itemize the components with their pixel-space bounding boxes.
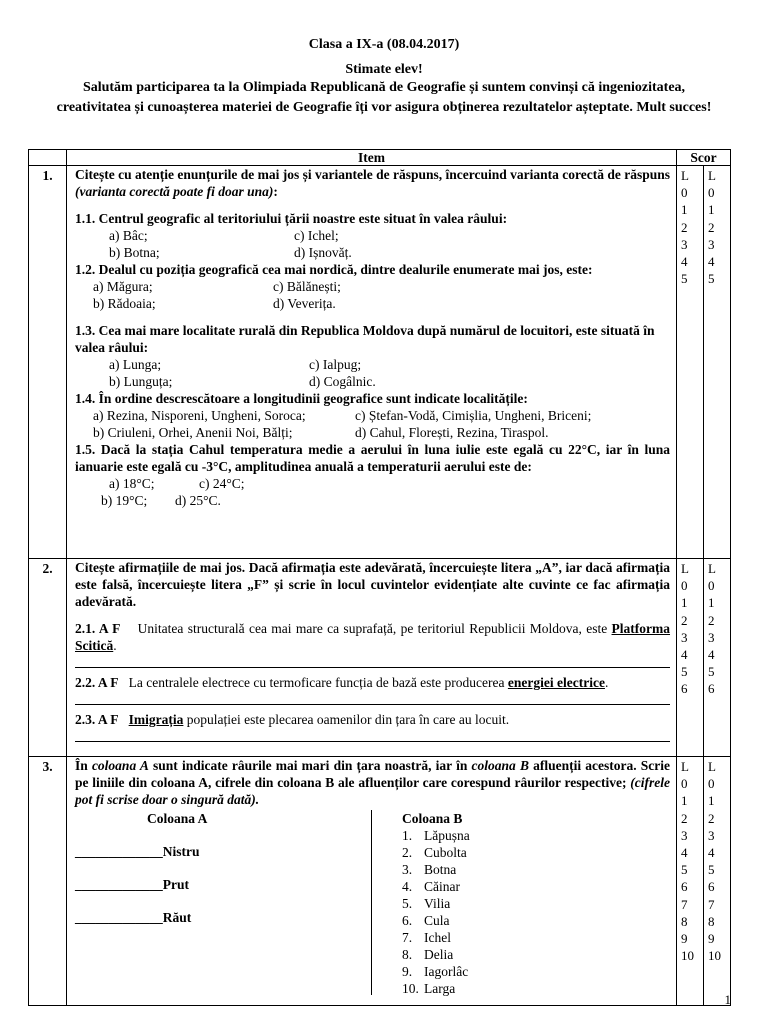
score-value[interactable]: 0 bbox=[681, 776, 688, 792]
score-value[interactable]: 0 bbox=[708, 578, 715, 594]
q1-2-option-d[interactable]: d) Veverița. bbox=[273, 296, 336, 311]
q1-5-option-d[interactable]: d) 25°C. bbox=[175, 493, 221, 508]
q3-instr-part: În bbox=[75, 758, 88, 773]
q1-3-option-b[interactable]: b) Lunguța; bbox=[109, 374, 173, 389]
q1-instruction-end: : bbox=[273, 184, 278, 199]
q2-3-highlight: Imigrația bbox=[128, 712, 184, 727]
score-value[interactable]: 0 bbox=[708, 776, 715, 792]
item-label: Lăpușna bbox=[424, 828, 470, 843]
item-number: 4. bbox=[402, 879, 413, 894]
score-value[interactable]: 1 bbox=[708, 202, 715, 218]
q2-1-end: . bbox=[113, 638, 117, 653]
score-column-right bbox=[704, 757, 731, 1006]
column-a-header: Coloana A bbox=[147, 811, 208, 826]
question-3-row bbox=[29, 757, 731, 1006]
score-value[interactable]: 5 bbox=[681, 664, 688, 680]
item-label: Cubolta bbox=[424, 845, 467, 860]
item-label: Larga bbox=[424, 981, 456, 996]
intro-text: Salutăm participarea ta la Olimpiada Republicană de Geografie și suntem convinși că ingeniozitatea, creativitatea și cunoașterea materiei de Geografie îți vor asigura obținerea rezultatelor așteptate. Mult succes! bbox=[56, 80, 712, 115]
score-value[interactable]: 0 bbox=[681, 578, 688, 594]
item-number: 7. bbox=[402, 930, 413, 945]
score-value[interactable]: 4 bbox=[708, 845, 715, 861]
q1-1-option-d[interactable]: d) Ișnovăț. bbox=[294, 245, 352, 260]
table-header-row bbox=[29, 150, 731, 166]
greeting: Stimate elev! bbox=[345, 62, 423, 77]
score-value[interactable]: 10 bbox=[708, 948, 721, 964]
class-line: Clasa a IX-a (08.04.2017) bbox=[308, 37, 460, 52]
item-label: Cula bbox=[424, 913, 450, 928]
q1-2-stem: 1.2. Dealul cu poziția geografică cea mai nordică, dintre dealurile enumerate mai jos, este: bbox=[75, 262, 593, 277]
item-number: 10. bbox=[402, 981, 419, 996]
column-a-row-raut[interactable]: _____________Răut bbox=[75, 910, 192, 925]
question-1-content bbox=[67, 166, 677, 559]
column-a bbox=[67, 810, 372, 995]
q1-3-option-c[interactable]: c) Ialpug; bbox=[309, 357, 362, 372]
score-value[interactable]: 3 bbox=[681, 629, 688, 645]
q1-5-option-c[interactable]: c) 24°C; bbox=[199, 476, 245, 491]
question-number: 1. bbox=[29, 166, 67, 559]
score-value[interactable]: 7 bbox=[708, 896, 715, 912]
q1-1-option-a[interactable]: a) Bâc; bbox=[109, 228, 148, 243]
score-value[interactable]: 2 bbox=[681, 219, 688, 235]
score-value[interactable]: 3 bbox=[681, 827, 688, 843]
score-column-left bbox=[677, 559, 704, 757]
q1-4-option-c[interactable]: c) Ștefan-Vodă, Cimișlia, Ungheni, Briceni; bbox=[355, 408, 592, 423]
list-item bbox=[402, 912, 470, 929]
score-value[interactable]: 10 bbox=[681, 948, 694, 964]
q1-instruction-note: (varianta corectă poate fi doar una) bbox=[75, 184, 274, 199]
item-number: 9. bbox=[402, 964, 413, 979]
score-value[interactable]: 5 bbox=[708, 664, 715, 680]
item-header: Item bbox=[67, 150, 677, 166]
score-value[interactable]: 9 bbox=[708, 931, 715, 947]
score-header: Scor bbox=[677, 150, 731, 166]
score-value[interactable]: 0 bbox=[681, 185, 688, 201]
score-value[interactable]: 3 bbox=[708, 629, 715, 645]
q3-instr-note: (cifrele pot fi scrise doar o singură dată). bbox=[75, 775, 670, 807]
score-value[interactable]: 8 bbox=[708, 913, 715, 929]
q1-5-stem: 1.5. Dacă la stația Cahul temperatura medie a aerului în luna iulie este egală cu 22°C, iar în luna ianuarie este egală cu -3°C, amplitudinea anuală a temperaturii aerului este de: bbox=[75, 442, 670, 474]
item-label: Ichel bbox=[424, 930, 451, 945]
question-number: 2. bbox=[29, 559, 67, 757]
score-value[interactable]: 3 bbox=[708, 236, 715, 252]
answer-line[interactable] bbox=[75, 657, 670, 668]
item-number: 1. bbox=[402, 828, 413, 843]
document-header bbox=[0, 36, 768, 118]
q2-instruction: Citește afirmațiile de mai jos. Dacă afirmația este adevărată, încercuiește litera „A”, iar dacă afirmația este falsă, încercuiește litera „F” și scrie în locul cuvintelor evidențiate alte cuvinte ce fac afirmația adevărată. bbox=[75, 560, 670, 609]
q2-1-answer-choice[interactable]: 2.1. A F bbox=[75, 621, 121, 636]
q1-2-option-a[interactable]: a) Măgura; bbox=[93, 279, 153, 294]
item-number: 8. bbox=[402, 947, 413, 962]
list-item bbox=[402, 827, 470, 844]
score-column-left bbox=[677, 166, 704, 559]
item-label: Delia bbox=[424, 947, 454, 962]
q1-4-option-a[interactable]: a) Rezina, Nisporeni, Ungheni, Soroca; bbox=[93, 408, 306, 423]
list-item bbox=[402, 861, 470, 878]
q3-instr-part: afluenții acestora. Scrie pe liniile din coloana A, cifrele din coloana B ale afluenților care corespund râurilor respective; bbox=[75, 758, 671, 790]
score-column-right bbox=[704, 166, 731, 559]
q3-colA-word: coloana A bbox=[91, 758, 149, 773]
score-value[interactable]: 4 bbox=[681, 845, 688, 861]
score-value[interactable]: 5 bbox=[708, 862, 715, 878]
exam-table bbox=[28, 149, 731, 1006]
question-2-row bbox=[29, 559, 731, 757]
question-number: 3. bbox=[29, 757, 67, 1006]
score-value[interactable]: 8 bbox=[681, 913, 688, 929]
score-value[interactable]: 6 bbox=[681, 879, 688, 895]
score-value[interactable]: 5 bbox=[708, 271, 715, 287]
q1-3-option-d[interactable]: d) Cogâlnic. bbox=[309, 374, 376, 389]
score-value[interactable]: 6 bbox=[681, 681, 688, 697]
score-value[interactable]: 1 bbox=[708, 595, 715, 611]
matching-columns bbox=[75, 810, 670, 995]
q3-colB-word: coloana B bbox=[471, 758, 529, 773]
column-a-row-prut[interactable]: _____________Prut bbox=[75, 877, 189, 892]
score-value[interactable]: 7 bbox=[681, 896, 688, 912]
score-column-right bbox=[704, 559, 731, 757]
list-item bbox=[402, 980, 470, 997]
q1-1-option-c[interactable]: c) Ichel; bbox=[294, 228, 339, 243]
q2-2-answer-choice[interactable]: 2.2. A F bbox=[75, 675, 119, 690]
q1-4-option-d[interactable]: d) Cahul, Florești, Rezina, Tiraspol. bbox=[355, 425, 549, 440]
list-item bbox=[402, 946, 470, 963]
q1-4-stem: 1.4. În ordine descrescătoare a longitudinii geografice sunt indicate localitățile: bbox=[75, 391, 528, 406]
q2-2-highlight: energiei electrice bbox=[507, 675, 605, 690]
answer-line[interactable] bbox=[75, 694, 670, 705]
item-label: Vilia bbox=[424, 896, 451, 911]
score-value[interactable]: 1 bbox=[681, 595, 688, 611]
score-value[interactable]: 4 bbox=[708, 647, 715, 663]
answer-line[interactable] bbox=[75, 731, 670, 742]
column-b-header: Coloana B bbox=[402, 811, 463, 826]
score-value[interactable]: 9 bbox=[681, 931, 688, 947]
q1-3-stem: 1.3. Cea mai mare localitate rurală din Republica Moldova după numărul de locuitori, este situată în valea râului: bbox=[75, 323, 655, 355]
score-value[interactable]: 4 bbox=[708, 254, 715, 270]
q3-instr-part: sunt indicate râurile mai mari din țara noastră, iar în bbox=[153, 758, 468, 773]
q2-1-highlight: Platforma Scitică bbox=[75, 621, 671, 653]
item-label: Căinar bbox=[424, 879, 460, 894]
list-item bbox=[402, 929, 470, 946]
item-label: Iagorlâc bbox=[424, 964, 469, 979]
score-value[interactable]: 4 bbox=[681, 254, 688, 270]
q2-2-end: . bbox=[604, 675, 609, 690]
item-number: 6. bbox=[402, 913, 413, 928]
score-value[interactable]: 3 bbox=[681, 236, 688, 252]
score-value[interactable]: 6 bbox=[708, 681, 715, 697]
score-value[interactable]: 2 bbox=[681, 612, 688, 628]
item-number: 2. bbox=[402, 845, 413, 860]
item-label: Botna bbox=[424, 862, 457, 877]
score-label: L bbox=[708, 561, 716, 576]
score-label: L bbox=[708, 759, 716, 774]
score-value[interactable]: 2 bbox=[681, 810, 688, 826]
score-value[interactable]: 6 bbox=[708, 879, 715, 895]
score-label: L bbox=[708, 168, 716, 183]
score-value[interactable]: 4 bbox=[681, 647, 688, 663]
score-value[interactable]: 5 bbox=[681, 271, 688, 287]
q1-3-option-a[interactable]: a) Lunga; bbox=[109, 357, 162, 372]
page-number: 1 bbox=[724, 992, 731, 1007]
q2-2-text: La centralele electrece cu termoficare funcția de bază este producerea bbox=[128, 675, 505, 690]
question-2-content bbox=[67, 559, 677, 757]
score-value[interactable]: 1 bbox=[681, 202, 688, 218]
q1-4-option-b[interactable]: b) Criuleni, Orhei, Anenii Noi, Bălți; bbox=[93, 425, 293, 440]
score-value[interactable]: 2 bbox=[708, 810, 715, 826]
score-value[interactable]: 3 bbox=[708, 827, 715, 843]
item-number: 3. bbox=[402, 862, 413, 877]
list-item bbox=[402, 878, 470, 895]
score-value[interactable]: 0 bbox=[708, 185, 715, 201]
score-value[interactable]: 1 bbox=[708, 793, 715, 809]
score-value[interactable]: 2 bbox=[708, 612, 715, 628]
column-b bbox=[372, 810, 470, 995]
question-3-content bbox=[67, 757, 677, 1006]
item-number: 5. bbox=[402, 896, 413, 911]
score-value[interactable]: 1 bbox=[681, 793, 688, 809]
q1-2-option-c[interactable]: c) Bălănești; bbox=[273, 279, 341, 294]
q2-1-text: Unitatea structurală cea mai mare ca suprafață, pe teritoriul Republicii Moldova, este bbox=[137, 621, 608, 636]
q1-1-stem: 1.1. Centrul geografic al teritoriului țării noastre este situat în valea râului: bbox=[75, 211, 508, 226]
score-label: L bbox=[681, 561, 689, 576]
column-a-row-nistru[interactable]: _____________Nistru bbox=[75, 844, 200, 859]
list-item bbox=[402, 844, 470, 861]
score-value[interactable]: 5 bbox=[681, 862, 688, 878]
q1-1-option-b[interactable]: b) Botna; bbox=[109, 245, 160, 260]
list-item bbox=[402, 895, 470, 912]
q2-3-answer-choice[interactable]: 2.3. A F bbox=[75, 712, 119, 727]
score-label: L bbox=[681, 168, 689, 183]
q1-2-option-b[interactable]: b) Rădoaia; bbox=[93, 296, 156, 311]
question-1-row bbox=[29, 166, 731, 559]
q1-5-option-a[interactable]: a) 18°C; bbox=[109, 476, 155, 491]
q1-5-option-b[interactable]: b) 19°C; bbox=[101, 493, 148, 508]
q2-3-text: populației este plecarea oamenilor din țara în care au locuit. bbox=[186, 712, 510, 727]
score-value[interactable]: 2 bbox=[708, 219, 715, 235]
q1-instruction: Citește cu atenție enunțurile de mai jos și variantele de răspuns, încercuind varianta corectă de răspuns bbox=[75, 167, 670, 182]
score-column-left bbox=[677, 757, 704, 1006]
score-label: L bbox=[681, 759, 689, 774]
list-item bbox=[402, 963, 470, 980]
